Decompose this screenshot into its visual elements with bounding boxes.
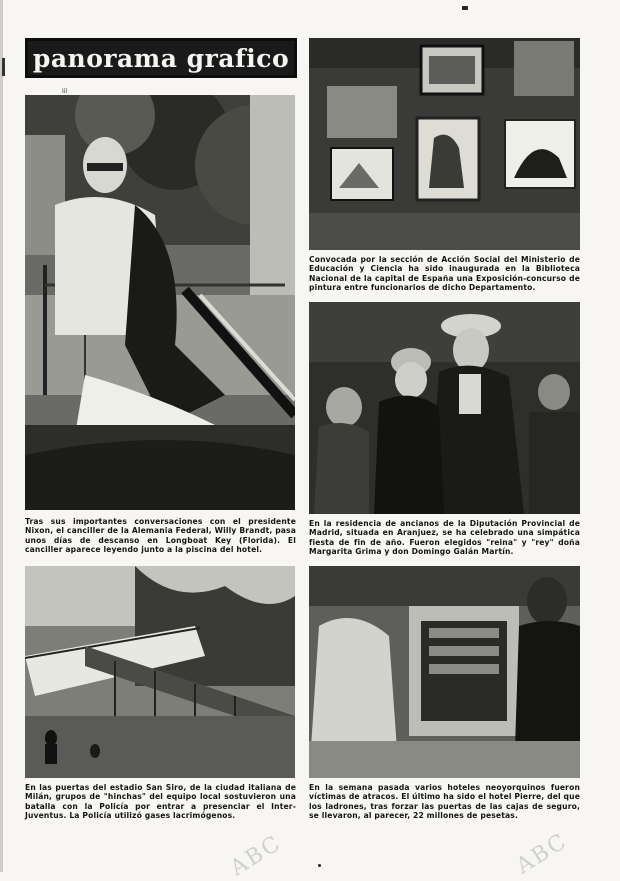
page-scan-edge [0,0,3,872]
caption-brandt: Tras sus importantes conversaciones con el presidente Nixon, el canciller de la Alemania Federal, Willy Brandt, pasa unos días de descanso en Longboat Key (Florida). El canciller aparece leyendo junto a la piscina del hotel. [25,517,296,554]
photo-credit-mark: Iil [62,88,68,95]
caption-hotel-pierre: En la semana pasada varios hoteles neoyorquinos fueron víctimas de atracos. El último ha sido el hotel Pierre, del que los ladrones, tras forzar las puertas de las cajas de seguro, se llevaron, al parecer, 22 millones de pesetas. [309,783,580,820]
caption-san-siro: En las puertas del estadio San Siro, de la ciudad italiana de Milán, grupos de "hinchas" del equipo local sostuvieron una batalla con la Policía por entrar a presenciar el Inter-Juventus. La Policía utilizó gases lacrimógenos. [25,783,296,820]
print-mark [318,864,321,867]
abc-watermark: ABC [226,830,287,881]
photo-brandt-reading [25,95,295,510]
caption-exhibition: Convocada por la sección de Acción Social del Ministerio de Educación y Ciencia ha sido inaugurada en la Biblioteca Nacional de la capital de España una Exposición-concurso de pintura entre funcionarios de dicho Departamento. [309,255,580,292]
photo-exhibition [309,38,580,250]
section-header [25,38,297,78]
photo-elderly-party [309,302,580,514]
print-mark [462,6,468,10]
photo-san-siro [25,566,295,778]
abc-watermark: ABC [512,828,573,880]
photo-hotel-pierre [309,566,580,778]
caption-elderly: En la residencia de ancianos de la Diputación Provincial de Madrid, situada en Aranjuez, se ha celebrado una simpática fiesta de fin de año. Fueron elegidos "reina" y "rey" doña Margarita Grima y don Domingo Galán Martín. [309,519,580,556]
print-mark [2,58,5,76]
section-title: panorama grafico [32,43,290,73]
